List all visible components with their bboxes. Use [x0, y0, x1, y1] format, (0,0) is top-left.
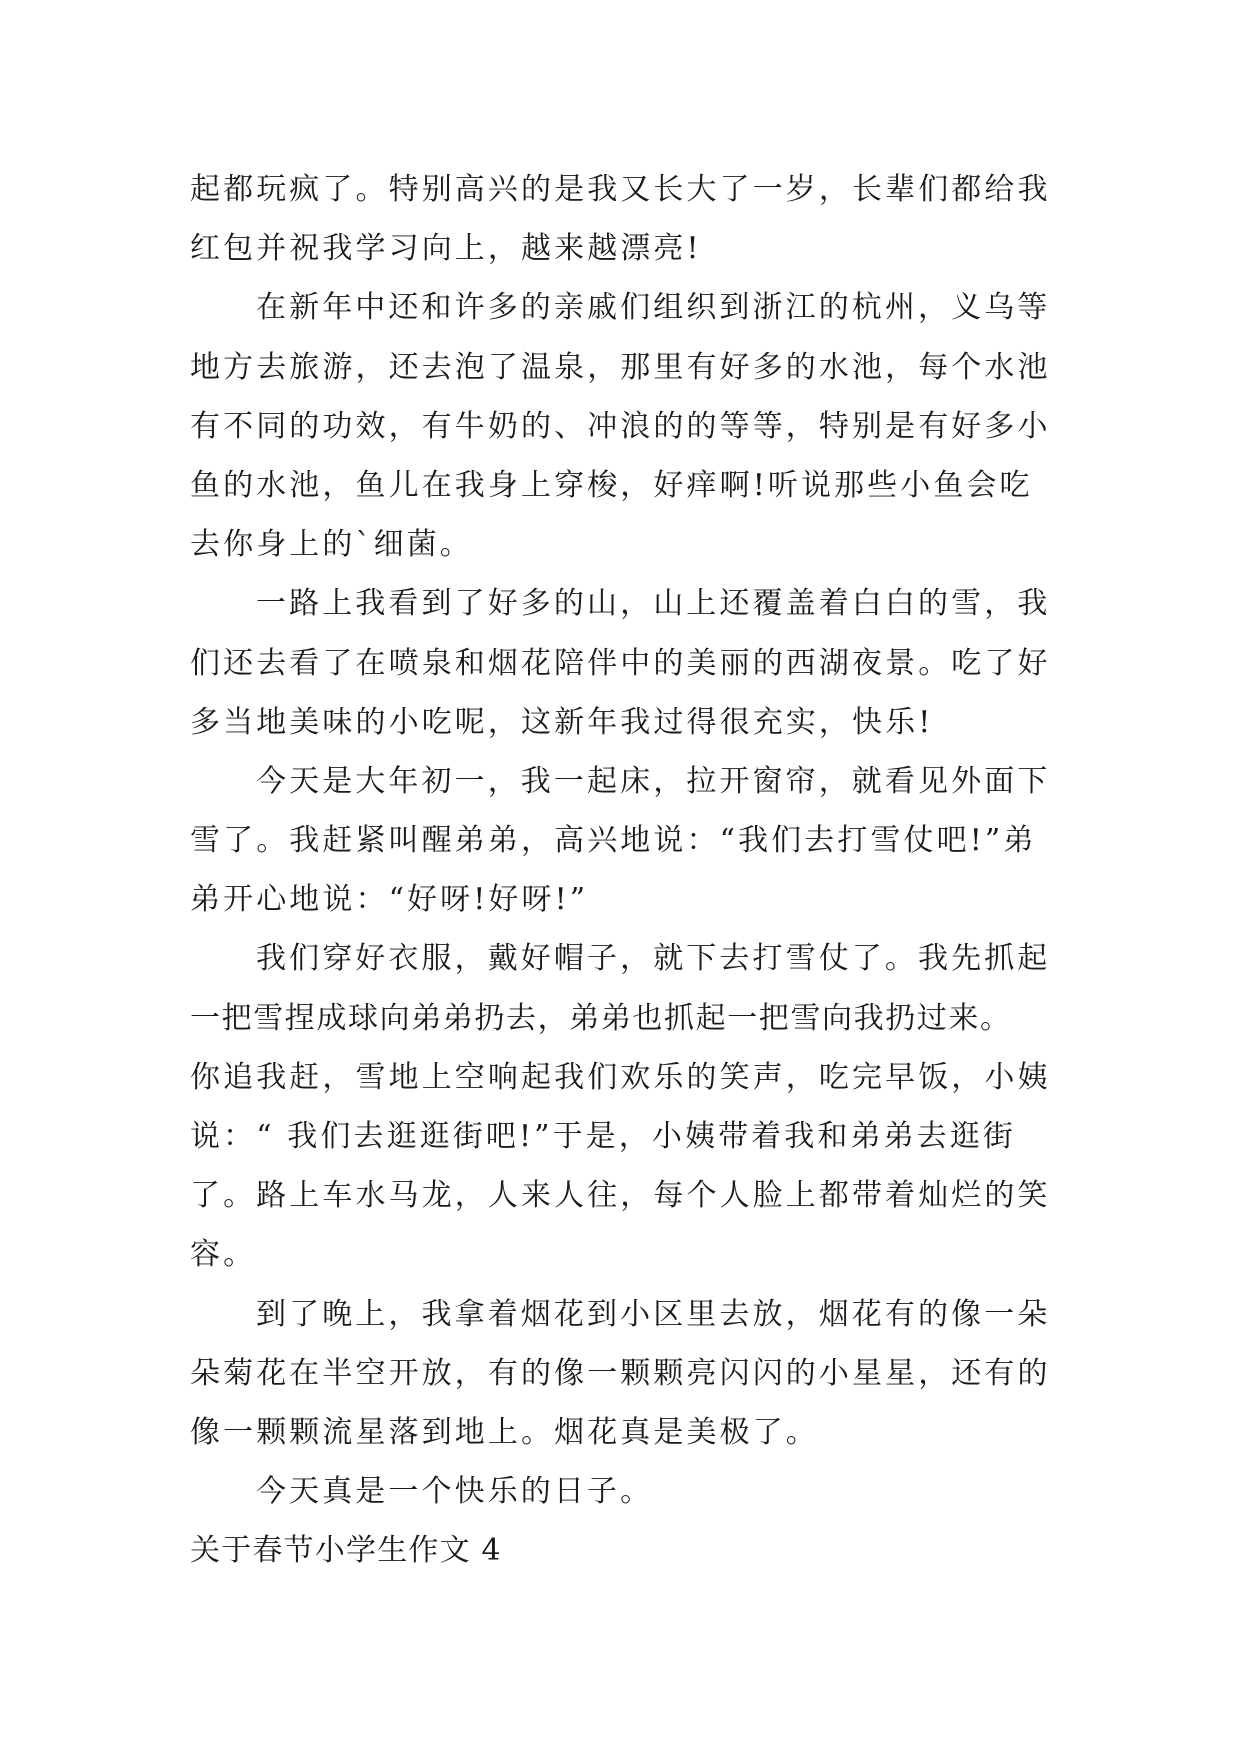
text-line: 有不同的功效，有牛奶的、冲浪的的等等，特别是有好多小 [190, 408, 1051, 444]
paragraph-start-line: 我们穿好衣服，戴好帽子，就下去打雪仗了。我先抓起 [256, 941, 1051, 977]
section-heading: 关于春节小学生作文 4 [190, 1533, 502, 1569]
text-line: 你追我赶，雪地上空响起我们欢乐的笑声，吃完早饭，小姨 [190, 1059, 1051, 1095]
paragraph-start-line: 今天真是一个快乐的日子。 [256, 1474, 654, 1510]
text-line: 容。 [190, 1237, 257, 1273]
text-line: 朵菊花在半空开放，有的像一颗颗亮闪闪的小星星，还有的 [190, 1355, 1051, 1391]
paragraph-start-line: 到了晚上，我拿着烟花到小区里去放，烟花有的像一朵 [256, 1296, 1051, 1332]
text-line: 红包并祝我学习向上，越来越漂亮! [190, 231, 702, 267]
essay-body [190, 160, 1060, 1581]
text-line: 了。路上车水马龙，人来人往，每个人脸上都带着灿烂的笑 [190, 1178, 1051, 1214]
text-line: 地方去旅游，还去泡了温泉，那里有好多的水池，每个水池 [190, 349, 1051, 385]
paragraph-start-line: 今天是大年初一，我一起床，拉开窗帘，就看见外面下 [256, 763, 1051, 799]
text-line: 鱼的水池，鱼儿在我身上穿梭，好痒啊!听说那些小鱼会吃 [190, 467, 1033, 503]
text-line: 弟开心地说：“好呀!好呀!” [190, 882, 589, 918]
text-line: 像一颗颗流星落到地上。烟花真是美极了。 [190, 1414, 819, 1450]
text-line: 多当地美味的小吃呢，这新年我过得很充实，快乐! [190, 704, 934, 740]
text-line: 一把雪捏成球向弟弟扔去，弟弟也抓起一把雪向我扔过来。 [190, 1000, 1012, 1036]
text-line: 雪了。我赶紧叫醒弟弟，高兴地说：“我们去打雪仗吧!”弟 [190, 823, 1037, 859]
text-line: 起都玩疯了。特别高兴的是我又长大了一岁，长辈们都给我 [190, 172, 1051, 207]
paragraph-start-line: 一路上我看到了好多的山，山上还覆盖着白白的雪，我 [256, 586, 1051, 622]
text-line: 说：“ 我们去逛逛街吧!”于是，小姨带着我和弟弟去逛街 [190, 1119, 1016, 1154]
text-line: 们还去看了在喷泉和烟花陪伴中的美丽的西湖夜景。吃了好 [190, 645, 1051, 681]
paragraph-start-line: 在新年中还和许多的亲戚们组织到浙江的杭州，义乌等 [256, 290, 1051, 326]
text-line: 去你身上的`细菌。 [190, 527, 473, 563]
